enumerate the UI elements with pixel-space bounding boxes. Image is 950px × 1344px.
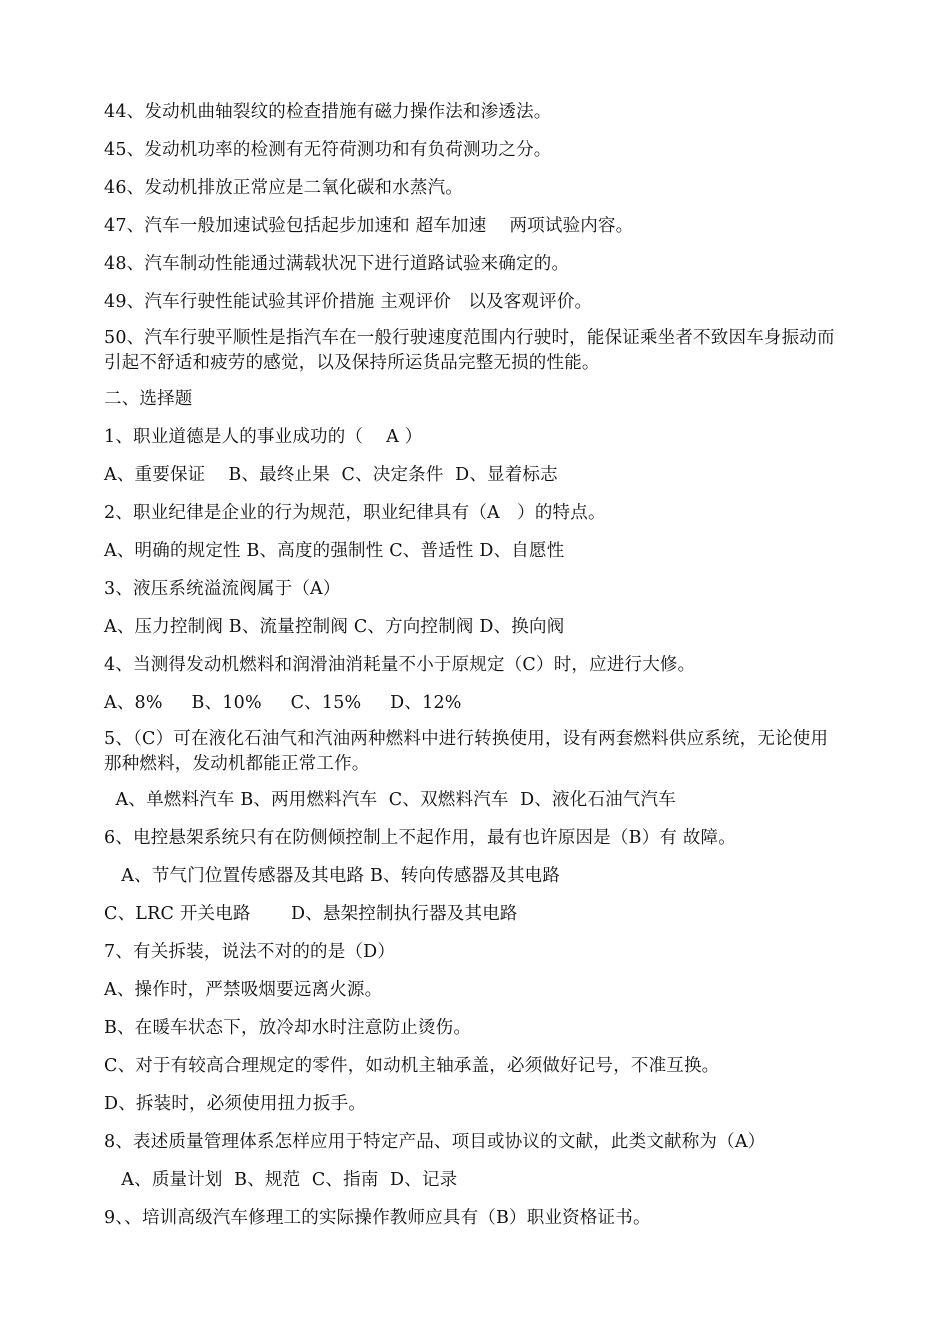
- text-line-46: 46、发动机排放正常应是二氧化碳和水蒸汽。: [104, 178, 463, 198]
- question-5-options: A、单燃料汽车 B、两用燃料汽车 C、双燃料汽车 D、液化石油气汽车: [104, 790, 676, 810]
- question-6-options-a-b: A、节气门位置传感器及其电路 B、转向传感器及其电路: [104, 866, 561, 886]
- question-1: 1、职业道德是人的事业成功的（ A ）: [104, 427, 423, 447]
- question-7-option-d: D、拆装时，必须使用扭力扳手。: [104, 1094, 367, 1114]
- question-6-options-c-d: C、LRC 开关电路 D、悬架控制执行器及其电路: [104, 904, 518, 924]
- question-9: 9、、培训高级汽车修理工的实际操作教师应具有（B）职业资格证书。: [104, 1208, 651, 1228]
- question-6: 6、电控悬架系统只有在防侧倾控制上不起作用，最有也许原因是（B）有 故障。: [104, 828, 736, 848]
- question-4-options: A、8% B、10% C、15% D、12%: [104, 693, 462, 713]
- text-line-49: 49、汽车行驶性能试验其评价措施 主观评价 以及客观评价。: [104, 292, 593, 312]
- question-8: 8、表述质量管理体系怎样应用于特定产品、项目或协议的文献，此类文献称为（A）: [104, 1132, 766, 1152]
- question-3-options: A、压力控制阀 B、流量控制阀 C、方向控制阀 D、换向阀: [104, 617, 565, 637]
- text-paragraph-50: 50、汽车行驶平顺性是指汽车在一般行驶速度范围内行驶时，能保证乘坐者不致因车身振动而引起不舒适和疲劳的感觉，以及保持所运货品完整无损的性能。: [104, 328, 835, 373]
- text-line-45: 45、发动机功率的检测有无符荷测功和有负荷测功之分。: [104, 140, 552, 160]
- section-heading: 二、选择题: [104, 389, 193, 409]
- question-1-options: A、重要保证 B、最终止果 C、决定条件 D、显着标志: [104, 465, 558, 485]
- question-2-options: A、明确的规定性 B、高度的强制性 C、普适性 D、自愿性: [104, 541, 565, 561]
- question-5: 5、（C）可在液化石油气和汽油两种燃料中进行转换使用，设有两套燃料供应系统，无论使用那种燃料，发动机都能正常工作。: [104, 729, 829, 774]
- question-3: 3、液压系统溢流阀属于（A）: [104, 579, 341, 599]
- question-2: 2、职业纪律是企业的行为规范，职业纪律具有（A ）的特点。: [104, 503, 606, 523]
- text-line-47: 47、汽车一般加速试验包括起步加速和 超车加速 两项试验内容。: [104, 216, 634, 236]
- question-7: 7、有关拆装，说法不对的的是（D）: [104, 942, 396, 962]
- text-line-44: 44、发动机曲轴裂纹的检查措施有磁力操作法和渗透法。: [104, 102, 552, 122]
- question-7-option-b: B、在暖车状态下，放冷却水时注意防止烫伤。: [104, 1018, 472, 1038]
- question-4: 4、当测得发动机燃料和润滑油消耗量不小于原规定（C）时，应进行大修。: [104, 655, 696, 675]
- question-8-options: A、质量计划 B、规范 C、指南 D、记录: [104, 1170, 458, 1190]
- question-7-option-c: C、对于有较高合理规定的零件，如动机主轴承盖，必须做好记号，不准互换。: [104, 1056, 720, 1076]
- question-7-option-a: A、操作时，严禁吸烟要远离火源。: [104, 980, 383, 1000]
- text-line-48: 48、汽车制动性能通过满载状况下进行道路试验来确定的。: [104, 254, 570, 274]
